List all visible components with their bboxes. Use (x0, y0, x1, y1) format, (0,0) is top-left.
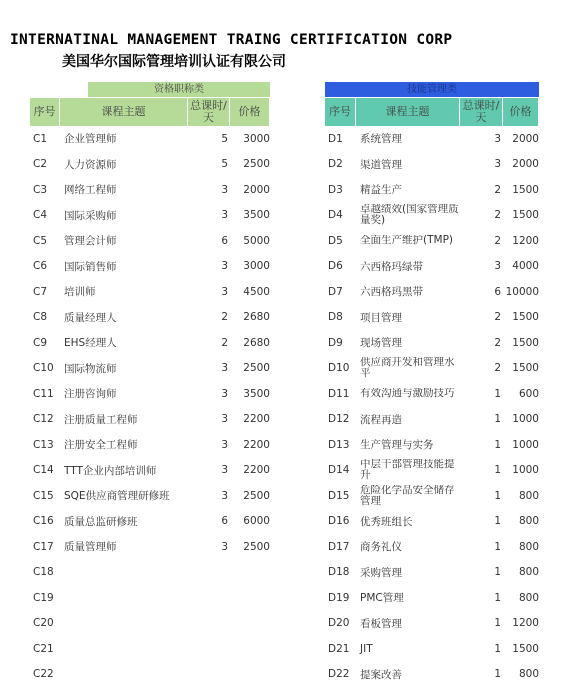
course-name: 网络工程师 (60, 182, 188, 197)
course-name: 优秀班组长 (356, 514, 460, 529)
row-number: C9 (30, 337, 60, 349)
course-price: 1500 (503, 643, 539, 655)
course-days: 1 (460, 439, 503, 451)
row-number: D6 (325, 260, 356, 272)
row-number: D20 (325, 617, 356, 629)
course-price: 2500 (230, 541, 270, 553)
column-header-price: 价格 (230, 98, 270, 126)
course-price: 1000 (503, 413, 539, 425)
course-days: 1 (460, 388, 503, 400)
table-row (30, 279, 270, 305)
table-row (325, 636, 539, 662)
course-name: PMC管理 (356, 590, 460, 605)
course-name: 质量管理师 (60, 539, 188, 554)
course-days: 5 (188, 133, 230, 145)
course-days: 2 (460, 362, 503, 374)
row-number: C5 (30, 235, 60, 247)
course-days: 1 (460, 643, 503, 655)
course-days: 3 (188, 362, 230, 374)
row-number: D13 (325, 439, 356, 451)
course-name: 企业管理师 (60, 131, 188, 146)
table-header-row (325, 98, 539, 126)
course-days: 3 (188, 439, 230, 451)
row-number: C21 (30, 643, 60, 655)
column-header-no: 序号 (30, 98, 60, 126)
column-header-course: 课程主题 (60, 98, 188, 126)
row-number: C7 (30, 286, 60, 298)
company-title-chinese: 美国华尔国际管理培训认证有限公司 (62, 51, 286, 71)
course-days: 1 (460, 413, 503, 425)
course-price: 1500 (503, 209, 539, 221)
course-days: 3 (188, 541, 230, 553)
row-number: D5 (325, 235, 356, 247)
row-number: C13 (30, 439, 60, 451)
row-number: C22 (30, 668, 60, 680)
course-name: 注册安全工程师 (60, 437, 188, 452)
course-days: 5 (188, 158, 230, 170)
course-price: 2680 (230, 311, 270, 323)
section-title: 技能管理类 (325, 82, 539, 97)
course-price: 4000 (503, 260, 539, 272)
course-name: 提案改善 (356, 667, 460, 682)
course-price: 1500 (503, 184, 539, 196)
table-row (325, 534, 539, 560)
course-name: 国际销售师 (60, 259, 188, 274)
row-number: C16 (30, 515, 60, 527)
row-number: C17 (30, 541, 60, 553)
table-body (325, 126, 539, 687)
table-row (325, 662, 539, 687)
course-price: 3000 (230, 260, 270, 272)
course-days: 6 (188, 515, 230, 527)
table-row (325, 407, 539, 433)
table-row (325, 126, 539, 152)
course-price: 2500 (230, 490, 270, 502)
row-number: C12 (30, 413, 60, 425)
row-number: C1 (30, 133, 60, 145)
section-header-skills (325, 82, 539, 97)
table-row (30, 458, 270, 484)
table-row (325, 381, 539, 407)
course-days: 2 (460, 235, 503, 247)
course-name: 流程再造 (356, 412, 460, 427)
row-number: D7 (325, 286, 356, 298)
course-name: SQE供应商管理研修班 (60, 488, 188, 503)
course-days: 3 (188, 209, 230, 221)
course-name: 看板管理 (356, 616, 460, 631)
course-days: 3 (188, 388, 230, 400)
table-row (325, 585, 539, 611)
course-name: 采购管理 (356, 565, 460, 580)
course-name: 现场管理 (356, 335, 460, 350)
course-days: 1 (460, 617, 503, 629)
table-row (30, 534, 270, 560)
row-number: C14 (30, 464, 60, 476)
table-row (325, 177, 539, 203)
table-row (30, 356, 270, 382)
course-price: 800 (503, 592, 539, 604)
table-row (30, 381, 270, 407)
column-header-no: 序号 (325, 98, 356, 126)
table-row (30, 254, 270, 280)
row-number: C4 (30, 209, 60, 221)
course-price: 800 (503, 515, 539, 527)
table-row (30, 509, 270, 535)
column-header-course: 课程主题 (356, 98, 460, 126)
course-days: 3 (460, 133, 503, 145)
course-name: 六西格玛黑带 (356, 284, 460, 299)
table-row (325, 152, 539, 178)
course-price: 1500 (503, 311, 539, 323)
course-name: JIT (356, 643, 460, 655)
course-days: 2 (188, 337, 230, 349)
course-name: 质量总监研修班 (60, 514, 188, 529)
course-price: 3500 (230, 209, 270, 221)
course-days: 3 (460, 260, 503, 272)
course-days: 2 (460, 311, 503, 323)
table-row (30, 203, 270, 229)
row-number: C2 (30, 158, 60, 170)
course-days: 2 (188, 311, 230, 323)
row-number: D15 (325, 490, 356, 502)
section-header-qualification (88, 82, 270, 97)
course-name: 有效沟通与激励技巧 (356, 388, 460, 399)
table-row (325, 611, 539, 637)
row-number: D21 (325, 643, 356, 655)
table-row (30, 585, 270, 611)
course-price: 3500 (230, 388, 270, 400)
course-days: 2 (460, 184, 503, 196)
table-row (325, 203, 539, 229)
table-row (30, 330, 270, 356)
table-body (30, 126, 270, 687)
row-number: D1 (325, 133, 356, 145)
course-name: 管理会计师 (60, 233, 188, 248)
course-name: 全面生产维护(TMP) (356, 235, 460, 246)
table-row (30, 177, 270, 203)
table-row (325, 305, 539, 331)
course-name: 国际采购师 (60, 208, 188, 223)
course-days: 2 (460, 209, 503, 221)
course-days: 1 (460, 464, 503, 476)
course-days: 3 (188, 490, 230, 502)
course-price: 800 (503, 566, 539, 578)
course-price: 1200 (503, 235, 539, 247)
course-name: 注册咨询师 (60, 386, 188, 401)
row-number: C18 (30, 566, 60, 578)
row-number: D9 (325, 337, 356, 349)
course-name: 注册质量工程师 (60, 412, 188, 427)
row-number: C11 (30, 388, 60, 400)
course-name: 人力资源师 (60, 157, 188, 172)
course-price: 600 (503, 388, 539, 400)
row-number: C8 (30, 311, 60, 323)
course-price: 2200 (230, 413, 270, 425)
section-title: 资格职称类 (88, 82, 270, 97)
course-days: 3 (188, 413, 230, 425)
course-name: 六西格玛绿带 (356, 259, 460, 274)
course-name: 质量经理人 (60, 310, 188, 325)
course-name: 精益生产 (356, 182, 460, 197)
course-price: 1500 (503, 362, 539, 374)
table-row (325, 254, 539, 280)
table-row (325, 228, 539, 254)
row-number: D19 (325, 592, 356, 604)
table-row (325, 356, 539, 382)
course-name: 国际物流师 (60, 361, 188, 376)
row-number: D14 (325, 464, 356, 476)
column-header-days: 总课时/天 (460, 98, 503, 126)
course-days: 3 (460, 158, 503, 170)
table-row (325, 509, 539, 535)
table-row (325, 560, 539, 586)
course-days: 1 (460, 668, 503, 680)
row-number: D16 (325, 515, 356, 527)
course-price: 2680 (230, 337, 270, 349)
table-row (30, 636, 270, 662)
table-row (30, 611, 270, 637)
course-name: 中层干部管理技能提升 (356, 459, 460, 481)
course-name: EHS经理人 (60, 335, 188, 350)
course-name: 系统管理 (356, 131, 460, 146)
course-name: 生产管理与实务 (356, 437, 460, 452)
table-row (30, 483, 270, 509)
table-row (325, 432, 539, 458)
table-row (30, 152, 270, 178)
row-number: C10 (30, 362, 60, 374)
course-price: 3000 (230, 133, 270, 145)
course-days: 1 (460, 566, 503, 578)
row-number: D8 (325, 311, 356, 323)
course-days: 1 (460, 592, 503, 604)
course-price: 5000 (230, 235, 270, 247)
course-days: 6 (460, 286, 503, 298)
course-price: 2200 (230, 464, 270, 476)
table-row (325, 279, 539, 305)
course-days: 3 (188, 184, 230, 196)
course-name: 供应商开发和管理水平 (356, 357, 460, 379)
course-name: 渠道管理 (356, 157, 460, 172)
row-number: C20 (30, 617, 60, 629)
row-number: D2 (325, 158, 356, 170)
row-number: C19 (30, 592, 60, 604)
column-header-days: 总课时/天 (188, 98, 230, 126)
table-row (30, 126, 270, 152)
table-row (30, 228, 270, 254)
course-price: 4500 (230, 286, 270, 298)
row-number: D4 (325, 209, 356, 221)
table-row (30, 432, 270, 458)
skills-management-courses-table (325, 82, 539, 687)
course-price: 2000 (503, 133, 539, 145)
course-days: 3 (188, 464, 230, 476)
course-price: 1500 (503, 337, 539, 349)
course-name: 卓越绩效(国家管理质量奖) (356, 204, 460, 226)
course-days: 2 (460, 337, 503, 349)
row-number: D12 (325, 413, 356, 425)
course-name: 危险化学品安全储存管理 (356, 485, 460, 507)
course-price: 6000 (230, 515, 270, 527)
course-name: 培训师 (60, 284, 188, 299)
table-row (30, 305, 270, 331)
table-row (325, 458, 539, 484)
course-days: 3 (188, 286, 230, 298)
row-number: D11 (325, 388, 356, 400)
table-row (325, 483, 539, 509)
row-number: D18 (325, 566, 356, 578)
row-number: D22 (325, 668, 356, 680)
table-row (30, 560, 270, 586)
course-days: 1 (460, 515, 503, 527)
course-days: 6 (188, 235, 230, 247)
course-price: 10000 (503, 286, 539, 298)
course-name: 项目管理 (356, 310, 460, 325)
table-row (325, 330, 539, 356)
course-price: 1000 (503, 464, 539, 476)
course-name: 商务礼仪 (356, 539, 460, 554)
course-price: 2500 (230, 362, 270, 374)
course-price: 2500 (230, 158, 270, 170)
course-price: 1200 (503, 617, 539, 629)
row-number: C3 (30, 184, 60, 196)
course-price: 2000 (230, 184, 270, 196)
company-title-english: INTERNATINAL MANAGEMENT TRAING CERTIFICATION CORP (10, 32, 452, 48)
course-price: 2000 (503, 158, 539, 170)
column-header-price: 价格 (503, 98, 539, 126)
course-days: 1 (460, 541, 503, 553)
course-days: 1 (460, 490, 503, 502)
table-row (30, 407, 270, 433)
course-price: 800 (503, 668, 539, 680)
table-row (30, 662, 270, 687)
course-price: 800 (503, 541, 539, 553)
row-number: D10 (325, 362, 356, 374)
qualification-courses-table (30, 82, 270, 687)
course-days: 3 (188, 260, 230, 272)
row-number: D17 (325, 541, 356, 553)
course-price: 1000 (503, 439, 539, 451)
row-number: C6 (30, 260, 60, 272)
row-number: C15 (30, 490, 60, 502)
course-name: TTT企业内部培训师 (60, 463, 188, 478)
table-header-row (30, 98, 270, 126)
course-price: 800 (503, 490, 539, 502)
course-price: 2200 (230, 439, 270, 451)
row-number: D3 (325, 184, 356, 196)
